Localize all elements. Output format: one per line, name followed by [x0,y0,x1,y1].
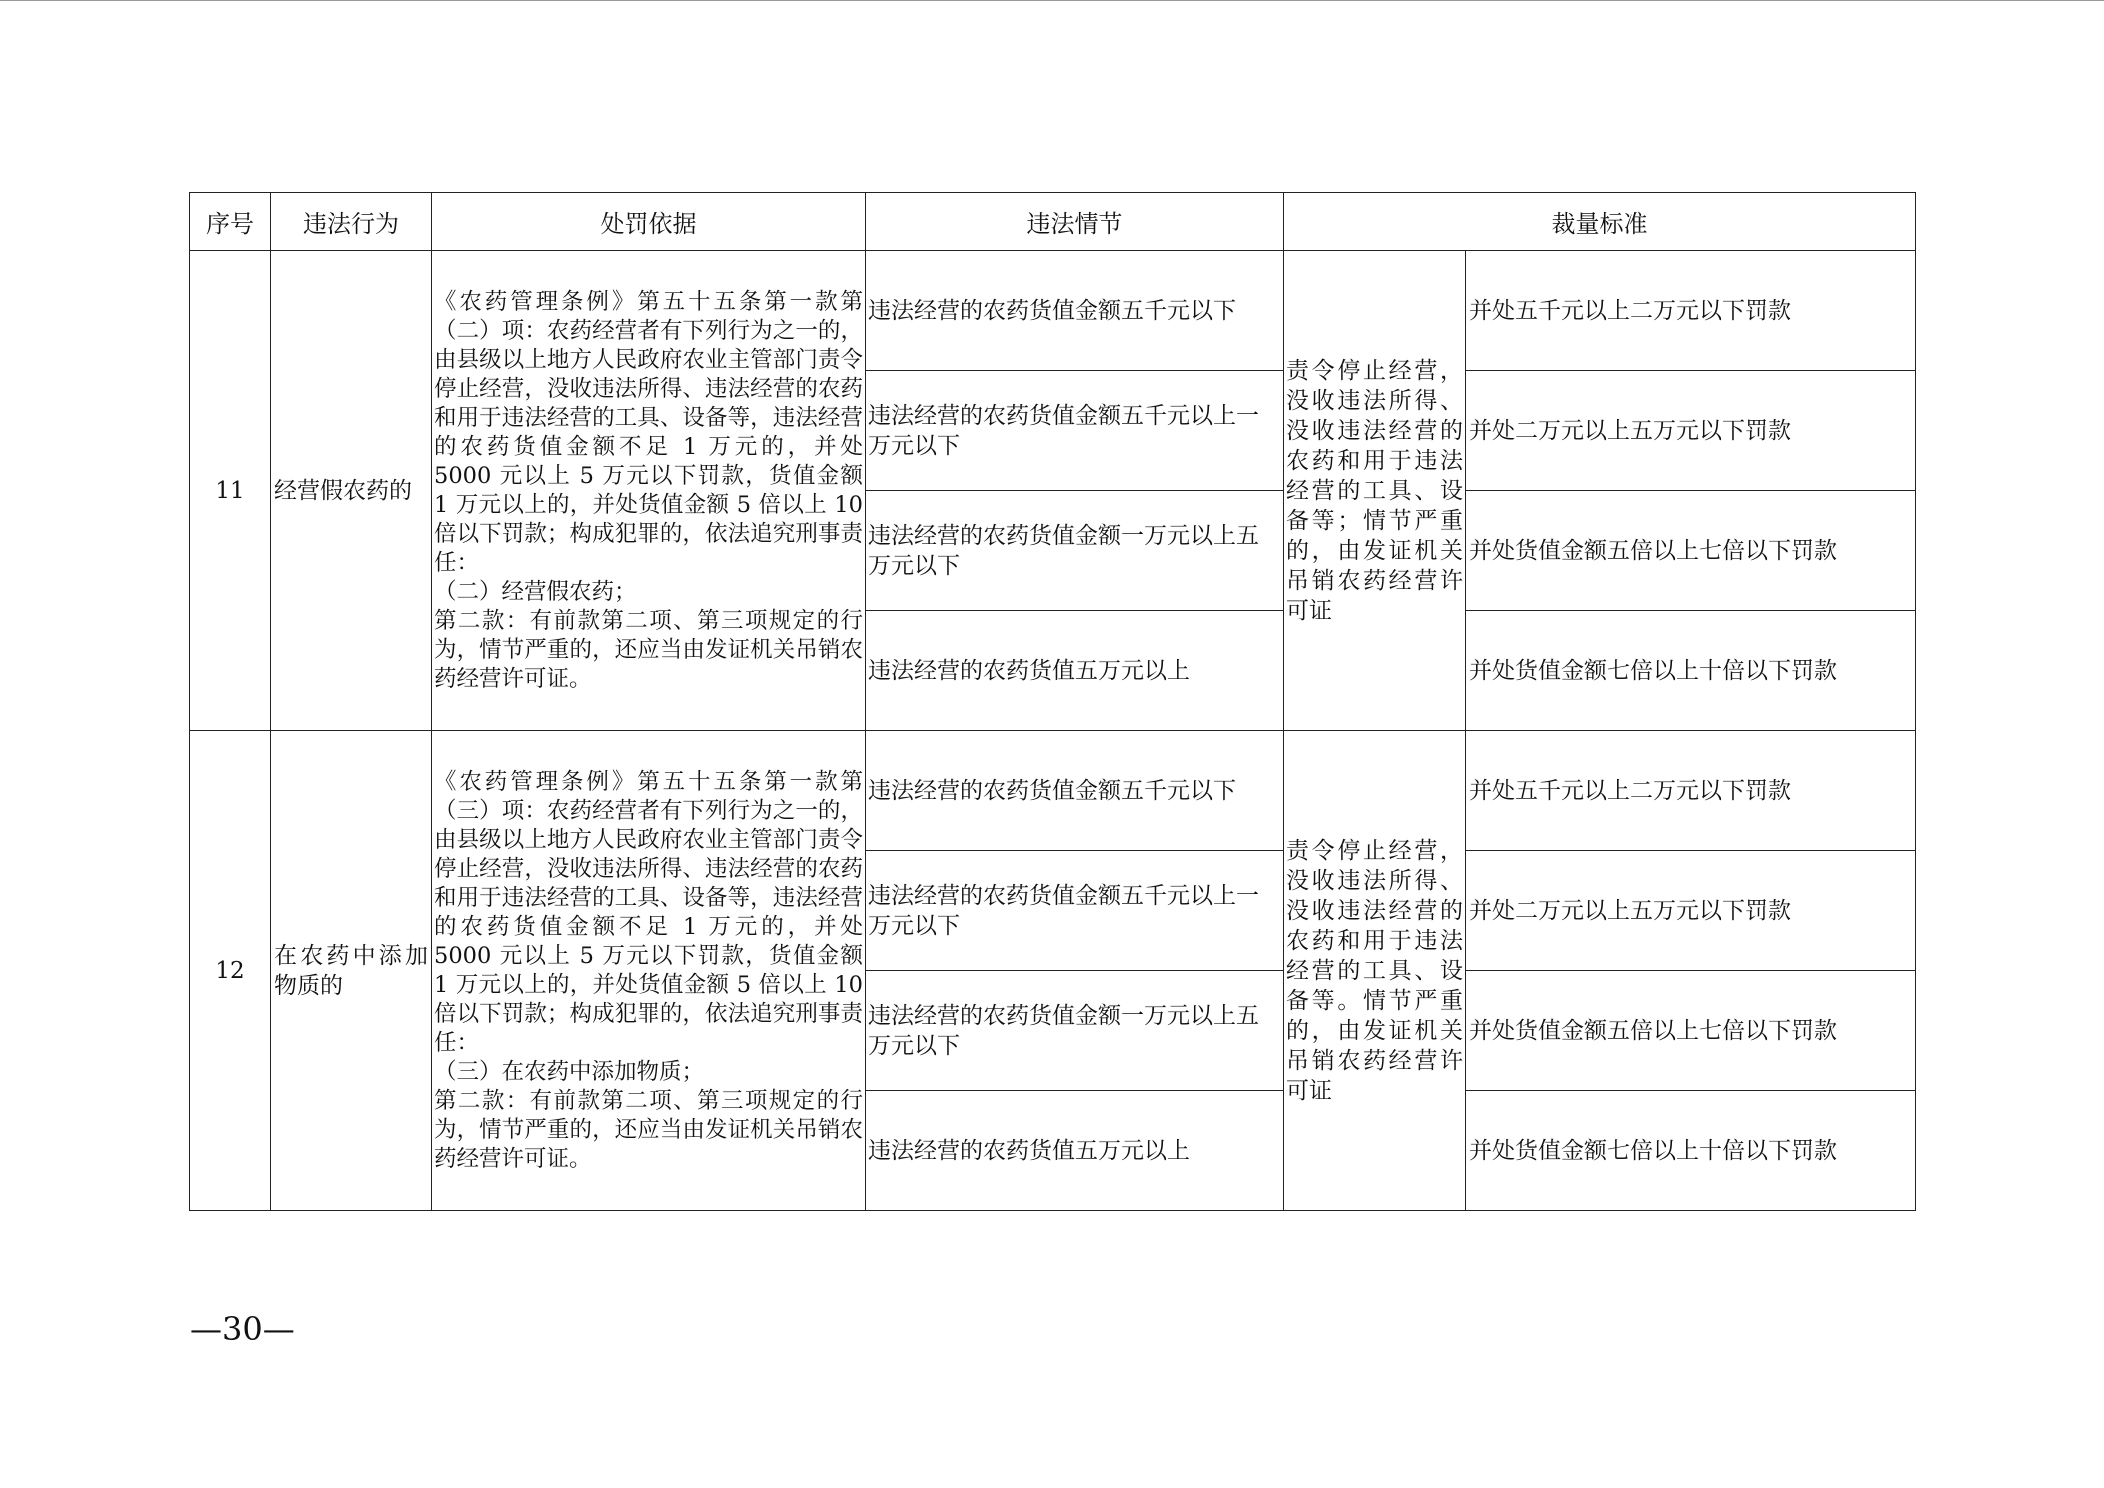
row-circumstance: 违法经营的农药货值金额五千元以下 [866,731,1284,851]
row-violation: 在农药中添加物质的 [271,731,432,1211]
table-header-row [190,193,1916,251]
row-seq: 12 [190,731,271,1211]
header-seq: 序号 [190,193,271,251]
basis-paragraph: 第二款：有前款第二项、第三项规定的行为，情节严重的，还应当由发证机关吊销农药经营许可证。 [434,1087,863,1172]
header-violation: 违法行为 [271,193,432,251]
row-seq: 11 [190,251,271,731]
row-circumstance: 违法经营的农药货值五万元以上 [866,611,1284,731]
row-standard: 并处二万元以上五万元以下罚款 [1466,371,1916,491]
row-standard: 并处五千元以上二万元以下罚款 [1466,251,1916,371]
row-common-measure: 责令停止经营，没收违法所得、没收违法经营的农药和用于违法经营的工具、设备等。情节严重的，由发证机关吊销农药经营许可证 [1284,731,1466,1211]
row-circumstance: 违法经营的农药货值金额五千元以上一万元以下 [866,371,1284,491]
row-standard: 并处货值金额五倍以上七倍以下罚款 [1466,971,1916,1091]
row-standard: 并处货值金额五倍以上七倍以下罚款 [1466,491,1916,611]
basis-item: （三）在农药中添加物质； [434,1058,705,1085]
row-standard: 并处五千元以上二万元以下罚款 [1466,731,1916,851]
table-row [190,251,1916,371]
row-violation: 经营假农药的 [271,251,432,731]
row-basis [432,731,866,1211]
basis-paragraph: 第二款：有前款第二项、第三项规定的行为，情节严重的，还应当由发证机关吊销农药经营许可证。 [434,607,863,692]
penalty-discretion-table [189,192,1916,1211]
header-standard: 裁量标准 [1284,193,1916,251]
basis-clause: 《农药管理条例》第五十五条第一款第（三）项：农药经营者有下列行为之一的，由县级以上地方人民政府农业主管部门责令停止经营，没收违法所得、违法经营的农药和用于违法经营的工具、设备等，违法经营的农药货值金额不足 1 万元的，并处 5000 元以上 5 万元以下罚款，货值金额 1 万元以上的，并处货值金额 5 倍以上 10 倍以下罚款；构成犯罪的，依法追究刑事责任： [434,768,863,1056]
row-common-measure: 责令停止经营，没收违法所得、没收违法经营的农药和用于违法经营的工具、设备等；情节严重的，由发证机关吊销农药经营许可证 [1284,251,1466,731]
basis-clause: 《农药管理条例》第五十五条第一款第（二）项：农药经营者有下列行为之一的，由县级以上地方人民政府农业主管部门责令停止经营，没收违法所得、违法经营的农药和用于违法经营的工具、设备等，违法经营的农药货值金额不足 1 万元的，并处 5000 元以上 5 万元以下罚款，货值金额 1 万元以上的，并处货值金额 5 倍以上 10 倍以下罚款；构成犯罪的，依法追究刑事责任： [434,288,863,576]
row-standard: 并处二万元以上五万元以下罚款 [1466,851,1916,971]
page-top-border [0,0,2104,1]
row-circumstance: 违法经营的农药货值金额五千元以下 [866,251,1284,371]
basis-item: （二）经营假农药； [434,578,637,605]
row-circumstance: 违法经营的农药货值金额五千元以上一万元以下 [866,851,1284,971]
header-basis: 处罚依据 [432,193,866,251]
row-basis [432,251,866,731]
row-standard: 并处货值金额七倍以上十倍以下罚款 [1466,1091,1916,1211]
row-standard: 并处货值金额七倍以上十倍以下罚款 [1466,611,1916,731]
row-circumstance: 违法经营的农药货值金额一万元以上五万元以下 [866,491,1284,611]
row-circumstance: 违法经营的农药货值金额一万元以上五万元以下 [866,971,1284,1091]
page-number: —30— [190,1310,295,1348]
table-row [190,731,1916,851]
row-circumstance: 违法经营的农药货值五万元以上 [866,1091,1284,1211]
header-circumstance: 违法情节 [866,193,1284,251]
